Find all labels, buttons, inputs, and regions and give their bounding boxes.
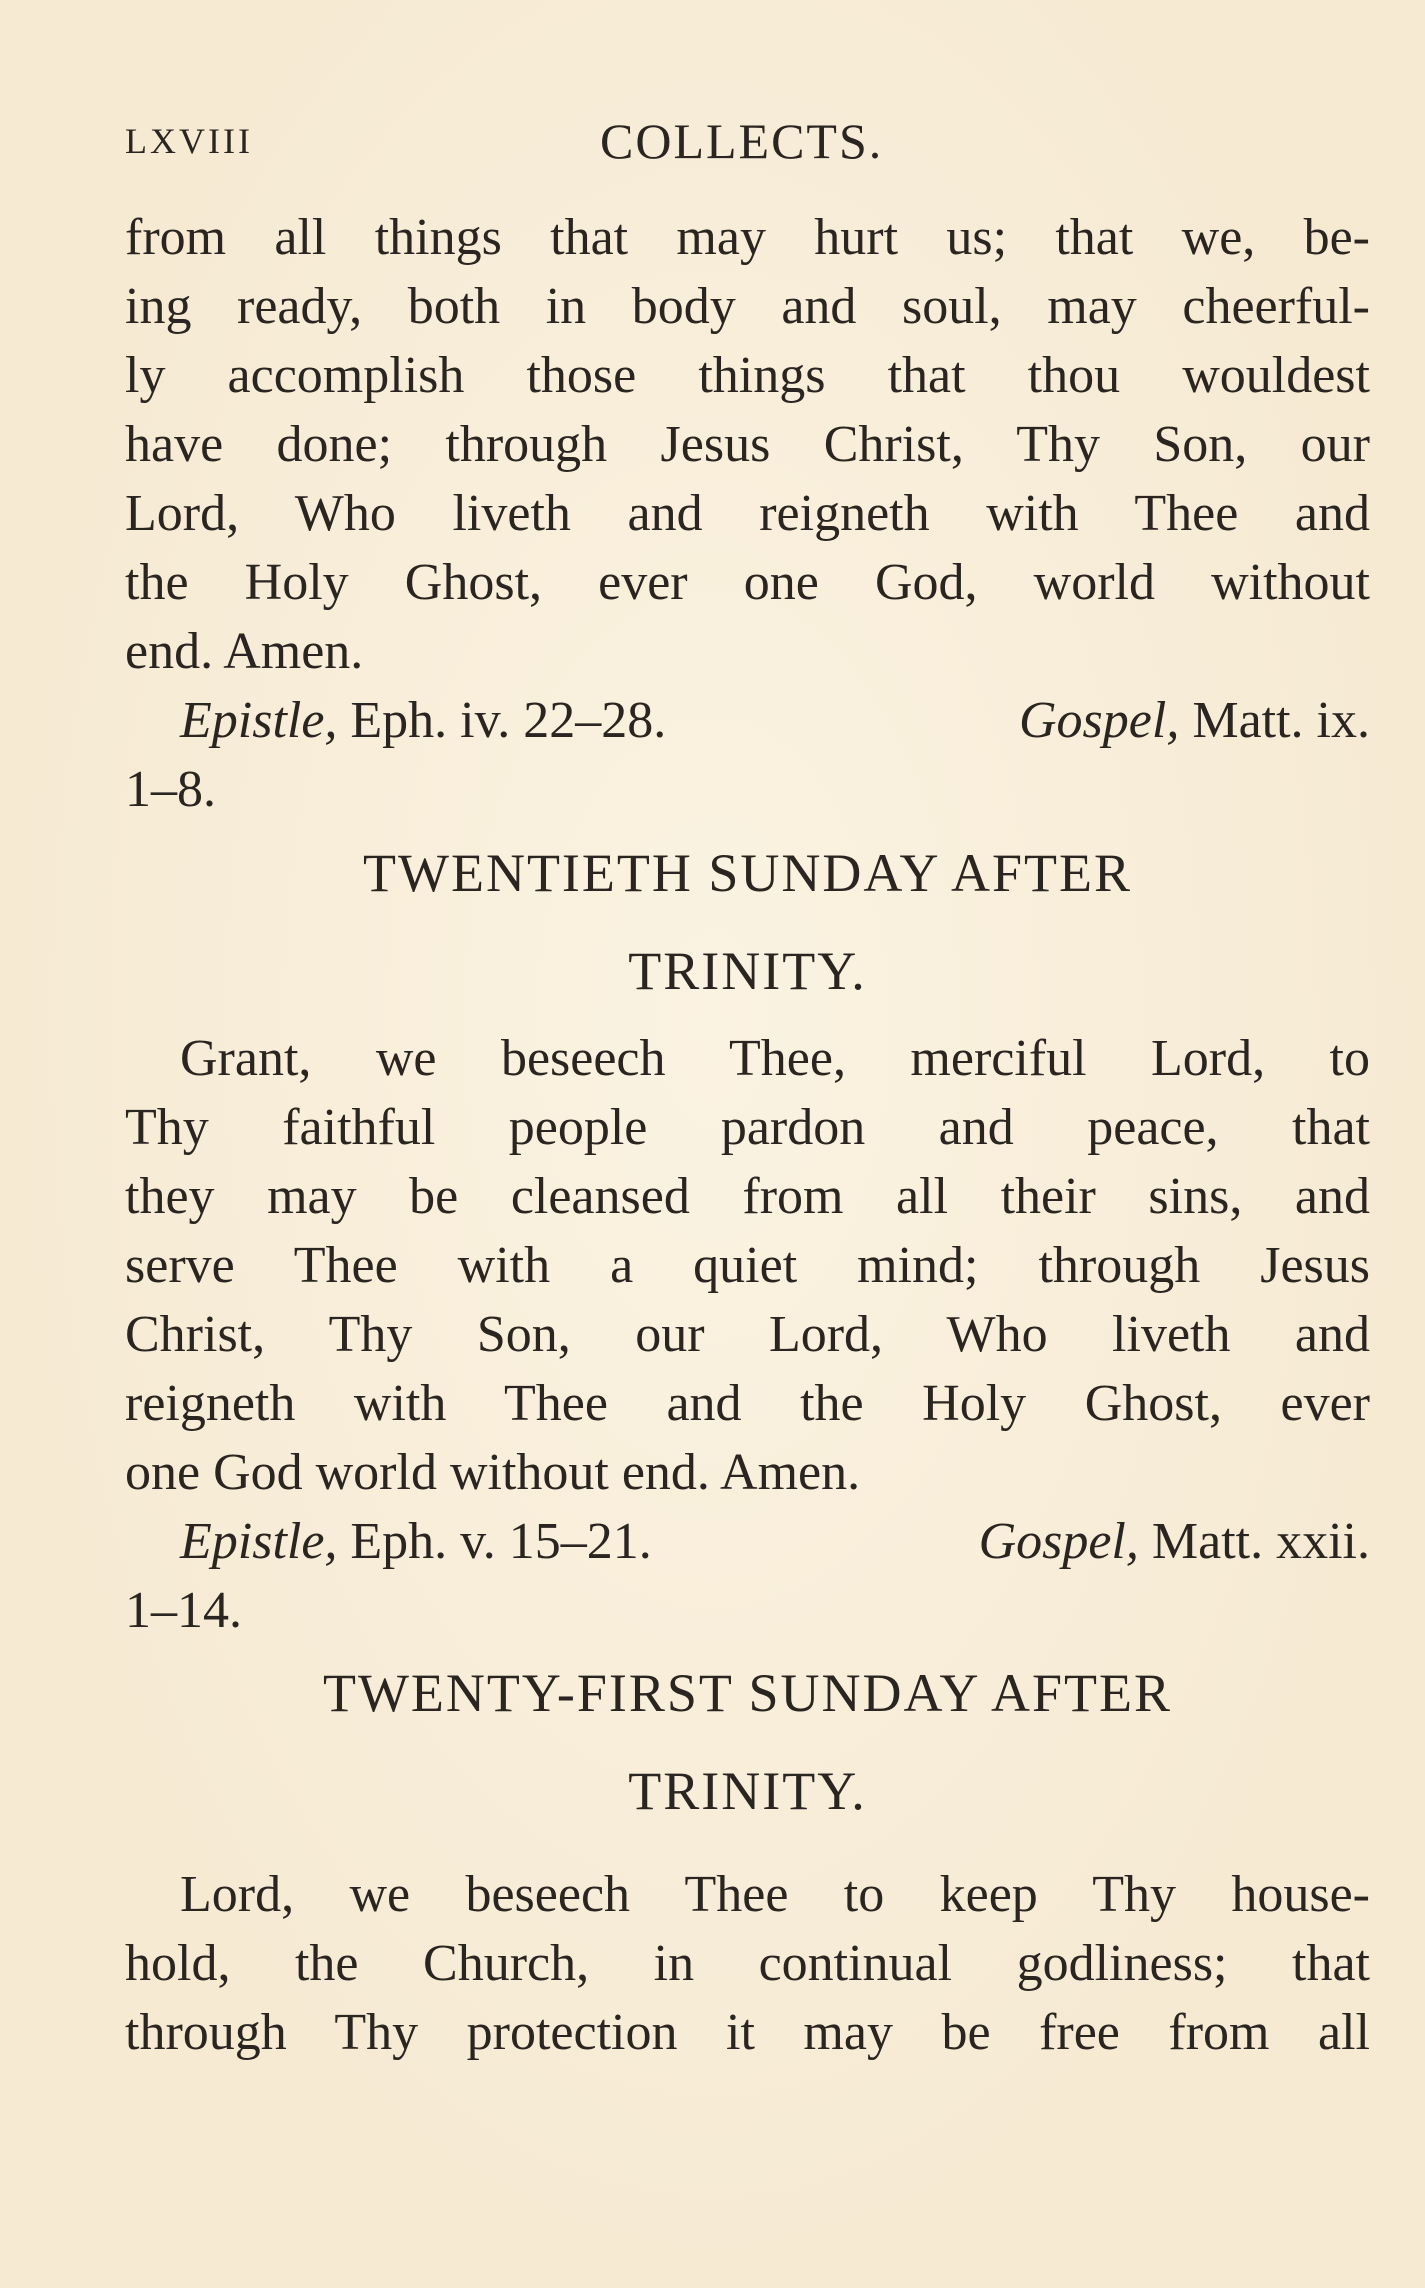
text-line: the Holy Ghost, ever one God, world without xyxy=(125,554,1370,611)
gospel-label: Gospel, xyxy=(978,1513,1139,1570)
text-line: ly accomplish those things that thou wouldest xyxy=(125,347,1370,404)
text-line: ing ready, both in body and soul, may cheerful- xyxy=(125,278,1370,335)
heading-twenty-first-sunday: TWENTY-FIRST SUNDAY AFTER xyxy=(322,1663,1173,1723)
text-line: through Thy protection it may be free from all xyxy=(125,2004,1370,2061)
text-line: Thy faithful people pardon and peace, that xyxy=(125,1099,1370,1156)
text-line: Lord, Who liveth and reigneth with Thee and xyxy=(125,485,1370,542)
heading-trinity: TRINITY. xyxy=(628,1761,867,1821)
page-header xyxy=(125,112,1370,172)
text-line: hold, the Church, in continual godliness; that xyxy=(125,1935,1370,1992)
lessons-twentieth-sunday xyxy=(125,1507,1370,1645)
text-line: Christ, Thy Son, our Lord, Who liveth and xyxy=(125,1306,1370,1363)
text-line: serve Thee with a quiet mind; through Jesus xyxy=(125,1237,1370,1294)
gospel-reference-continuation: 1–8. xyxy=(125,761,216,818)
gospel-label: Gospel, xyxy=(1019,692,1180,749)
text-line: end. Amen. xyxy=(125,623,364,680)
text-line: one God world without end. Amen. xyxy=(125,1444,861,1501)
collect-twenty-first-sunday xyxy=(125,1860,1370,2067)
text-line: they may be cleansed from all their sins, and xyxy=(125,1168,1370,1225)
text-line: from all things that may hurt us; that we, be- xyxy=(125,209,1370,266)
heading-twentieth-sunday: TWENTIETH SUNDAY AFTER xyxy=(363,843,1132,903)
gospel-reference: Matt. ix. xyxy=(1192,692,1370,749)
text-line: Grant, we beseech Thee, merciful Lord, to xyxy=(180,1030,1370,1087)
epistle-reference: Eph. iv. 22–28. xyxy=(350,692,667,749)
continued-collect xyxy=(125,203,1370,686)
gospel-reference: Matt. xxii. xyxy=(1151,1513,1370,1570)
epistle-reference: Eph. v. 15–21. xyxy=(350,1513,652,1570)
heading-trinity: TRINITY. xyxy=(628,941,867,1001)
running-title: COLLECTS. xyxy=(600,113,884,169)
gospel-reference-continuation: 1–14. xyxy=(125,1582,242,1639)
text-line: reigneth with Thee and the Holy Ghost, ever xyxy=(125,1375,1370,1432)
epistle-label: Epistle, xyxy=(180,1513,338,1570)
epistle-label: Epistle, xyxy=(180,692,338,749)
lessons-twentieth-sunday-previous xyxy=(125,686,1370,824)
text-line: have done; through Jesus Christ, Thy Son, our xyxy=(125,416,1370,473)
collect-twentieth-sunday xyxy=(125,1024,1370,1507)
page-number: LXVIII xyxy=(125,121,253,161)
text-line: Lord, we beseech Thee to keep Thy house- xyxy=(180,1866,1370,1923)
